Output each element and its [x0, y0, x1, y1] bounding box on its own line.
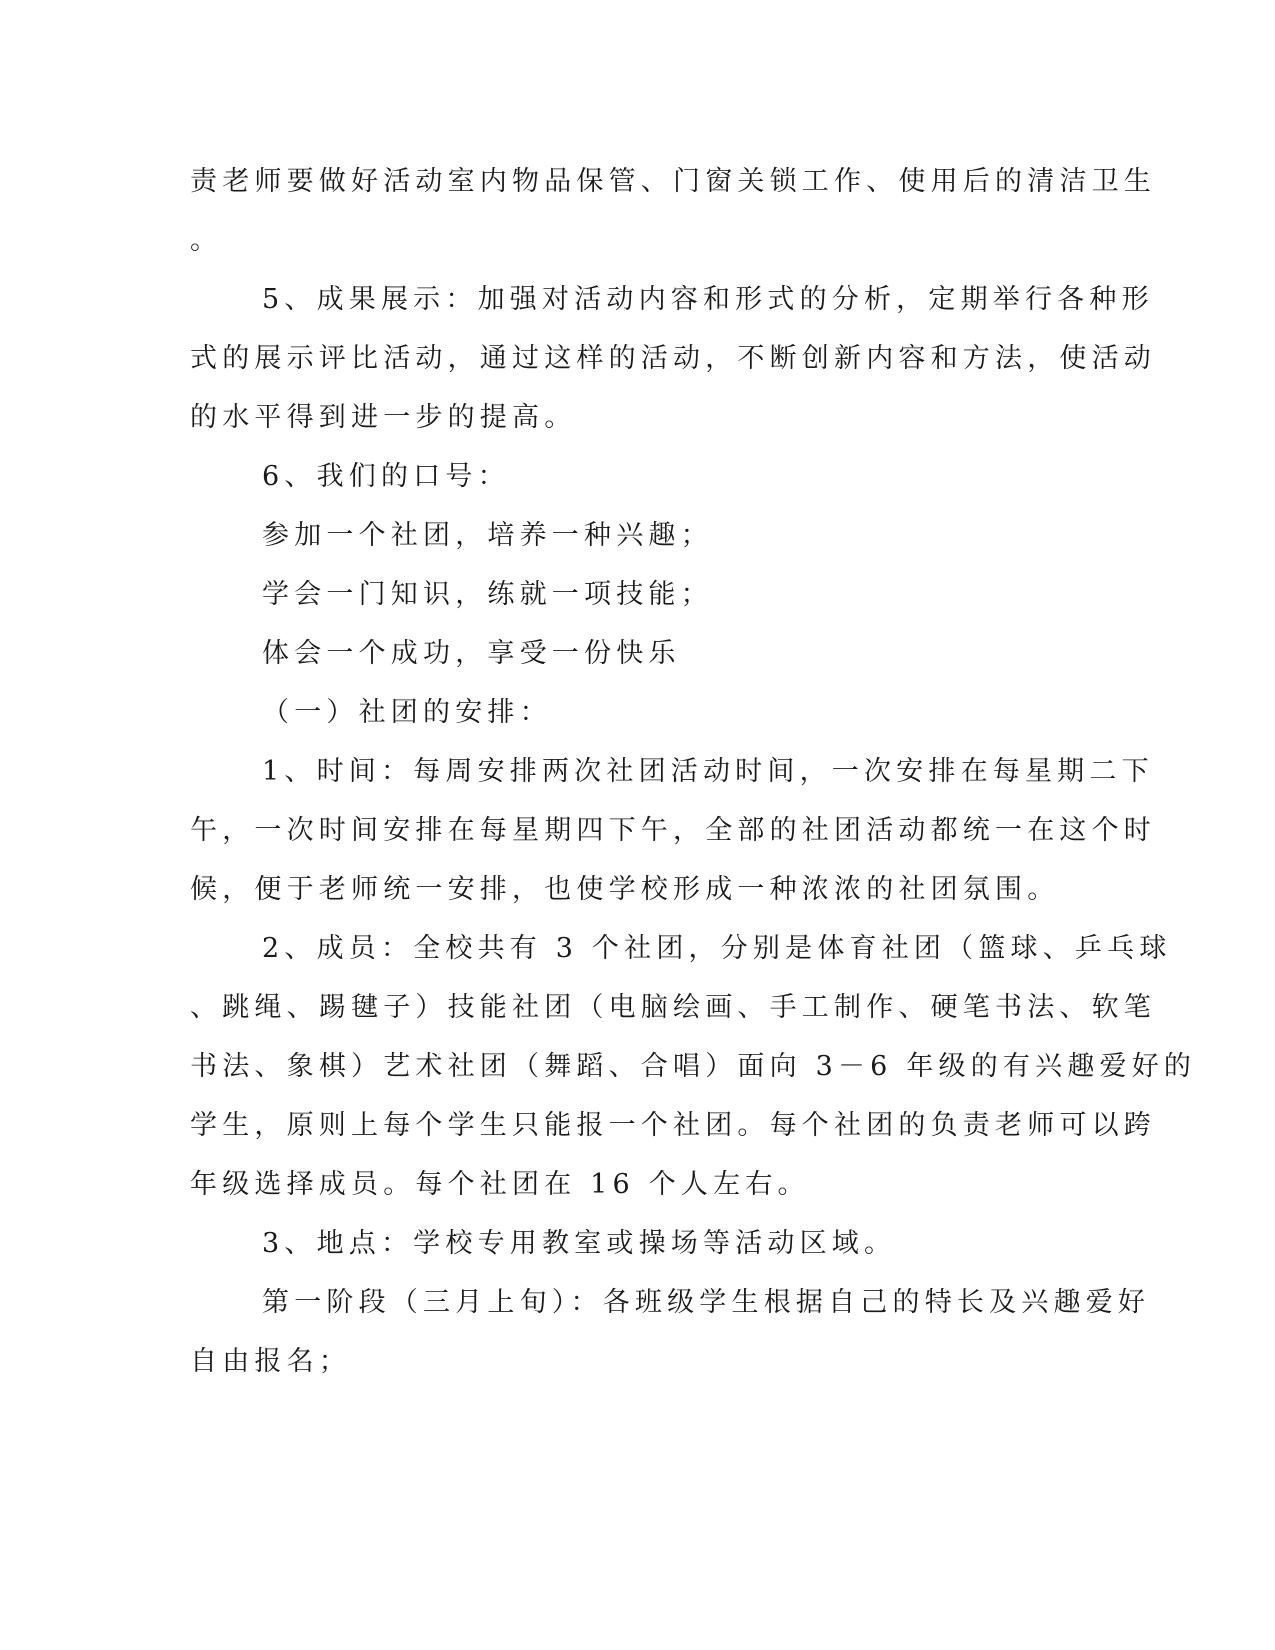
slogan-line: 参加一个社团，培养一种兴趣；	[262, 520, 713, 551]
text-line: 、跳绳、踢毽子）技能社团（电脑绘画、手工制作、硬笔书法、软笔	[190, 992, 1156, 1023]
text-line: 自由报名；	[190, 1346, 351, 1377]
text-line: 。	[190, 225, 223, 256]
text-line: 责老师要做好活动室内物品保管、门窗关锁工作、使用后的清洁卫生	[190, 166, 1156, 197]
text-line: 年级选择成员。每个社团在 16 个人左右。	[190, 1169, 810, 1200]
section-heading: （一）社团的安排：	[262, 697, 552, 728]
text-line: 的水平得到进一步的提高。	[190, 402, 577, 433]
paragraph-heading: 3、地点：学校专用教室或操场等活动区域。	[262, 1228, 897, 1259]
paragraph-heading: 1、时间：每周安排两次社团活动时间，一次安排在每星期二下	[262, 756, 1154, 787]
text-line: 午，一次时间安排在每星期四下午，全部的社团活动都统一在这个时	[190, 815, 1156, 846]
paragraph-heading: 2、成员：全校共有 3 个社团，分别是体育社团（篮球、乒乓球	[262, 933, 1172, 964]
paragraph-heading: 5、成果展示：加强对活动内容和形式的分析，定期举行各种形	[262, 284, 1154, 315]
text-line: 候，便于老师统一安排，也使学校形成一种浓浓的社团氛围。	[190, 874, 1060, 905]
slogan-line: 体会一个成功，享受一份快乐	[262, 638, 681, 669]
paragraph-heading: 6、我们的口号：	[262, 461, 510, 492]
paragraph-heading: 第一阶段（三月上旬）：各班级学生根据自己的特长及兴趣爱好	[262, 1287, 1151, 1318]
text-line: 书法、象棋）艺术社团（舞蹈、合唱）面向 3－6 年级的有兴趣爱好的	[190, 1051, 1197, 1082]
slogan-line: 学会一门知识，练就一项技能；	[262, 579, 713, 610]
text-line: 式的展示评比活动，通过这样的活动，不断创新内容和方法，使活动	[190, 343, 1156, 374]
text-line: 学生，原则上每个学生只能报一个社团。每个社团的负责老师可以跨	[190, 1110, 1156, 1141]
